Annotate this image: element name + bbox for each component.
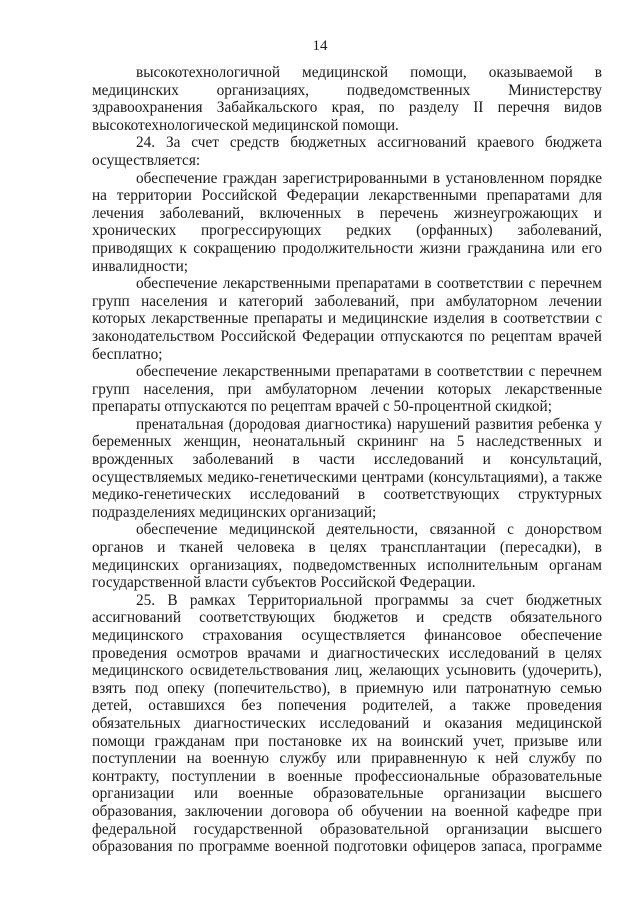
text-line: проведения осмотров врачами и диагностических исследований в целях — [92, 644, 602, 662]
text-line: пренатальная (дородовая диагностика) нарушений развития ребенка у — [136, 415, 602, 433]
text-line: организации или военные образовательные организации высшего — [92, 785, 602, 803]
text-line: которых лекарственные препараты и медицинские изделия в соответствии с — [92, 310, 602, 328]
text-line: групп населения, при амбулаторном лечении которых лекарственные — [92, 380, 602, 398]
text-line: обеспечение лекарственными препаратами в соответствии с перечнем — [136, 275, 602, 293]
text-line: осуществляется: — [92, 151, 201, 169]
text-line: образования по программе военной подготовки офицеров запаса, программе — [92, 838, 602, 856]
text-line: государственной власти субъектов Российской Федерации. — [92, 574, 476, 592]
text-line: приводящих к сокращению продолжительности жизни гражданина или его — [92, 239, 602, 257]
text-line: бесплатно; — [92, 345, 163, 363]
text-line: обязательных диагностических исследований и оказания медицинской — [92, 714, 602, 732]
text-line: контракту, поступлении в военные профессиональные образовательные — [92, 767, 602, 785]
text-line: обеспечение медицинской деятельности, связанной с донорством — [136, 521, 602, 539]
text-line: подразделениях медицинских организаций; — [92, 503, 377, 521]
text-line: ассигнований соответствующих бюджетов и средств обязательного — [92, 609, 602, 627]
text-line: органов и тканей человека в целях трансплантации (пересадки), в — [92, 539, 602, 557]
page-number: 14 — [312, 38, 328, 54]
text-line: федеральной государственной образовательной организации высшего — [92, 820, 602, 838]
text-line: образования, заключении договора об обучении на военной кафедре при — [92, 802, 602, 820]
text-line: на территории Российской Федерации лекарственными препаратами для — [92, 187, 602, 205]
text-line: высокотехнологической медицинской помощи. — [92, 116, 399, 134]
text-line: взять под опеку (попечительство), в приемную или патронатную семью — [92, 679, 602, 697]
text-line: высокотехнологичной медицинской помощи, оказываемой в — [136, 64, 602, 81]
text-line: медицинских организациях, подведомственных Министерству — [92, 81, 602, 99]
text-line: здравоохранения Забайкальского края, по разделу II перечня видов — [92, 99, 602, 117]
text-line: 24. За счет средств бюджетных ассигнований краевого бюджета — [136, 134, 602, 152]
text-line: медицинского освидетельствования лиц, желающих усыновить (удочерить), — [92, 662, 602, 680]
text-line: медицинского страхования осуществляется финансовое обеспечение — [92, 627, 602, 644]
text-line: детей, оставшихся без попечения родителей, а также проведения — [92, 697, 602, 715]
text-line: 25. В рамках Территориальной программы за счет бюджетных — [136, 591, 602, 609]
text-line: групп населения и категорий заболеваний, при амбулаторном лечении — [92, 292, 602, 310]
text-line: препараты отпускаются по рецептам врачей с 50-процентной скидкой; — [92, 398, 552, 416]
text-line: обеспечение граждан зарегистрированными в установленном порядке — [136, 169, 602, 187]
text-line: беременных женщин, неонатальный скрининг на 5 наследственных и — [92, 433, 602, 451]
text-line: поступлении на военную службу или приравненную к ней службу по — [92, 750, 602, 768]
document-text — [92, 64, 602, 856]
text-line: законодательством Российской Федерации отпускаются по рецептам врачей — [92, 327, 602, 345]
text-line: инвалидности; — [92, 257, 189, 275]
text-line: хронических прогрессирующих редких (орфанных) заболеваний, — [92, 222, 602, 240]
text-line: лечения заболеваний, включенных в перечень жизнеугрожающих и — [92, 204, 602, 222]
text-line: обеспечение лекарственными препаратами в соответствии с перечнем — [136, 363, 602, 381]
text-line: помощи гражданам при постановке их на воинский учет, призыве или — [92, 732, 602, 750]
text-line: медицинских организациях, подведомственных исполнительным органам — [92, 556, 602, 574]
text-line: врожденных заболеваний в части исследований и консультаций, — [92, 451, 602, 469]
text-line: осуществляемых медико-генетическими центрами (консультациями), а также — [92, 468, 602, 486]
text-line: медико-генетических исследований в соответствующих структурных — [92, 486, 602, 504]
